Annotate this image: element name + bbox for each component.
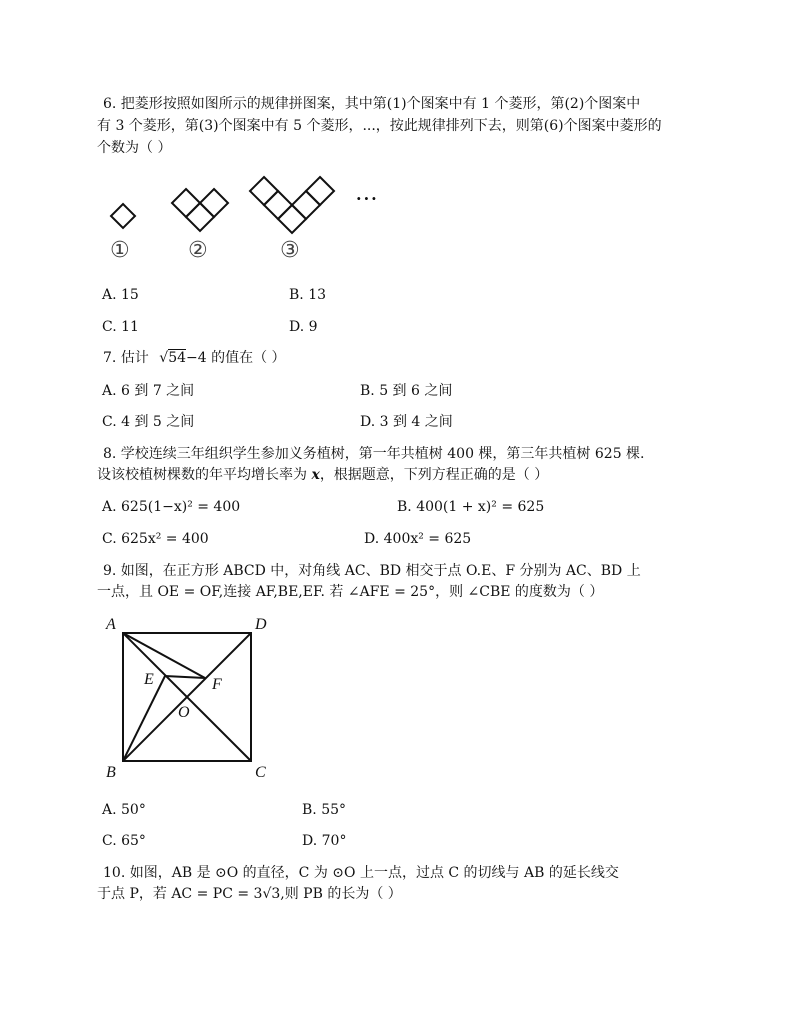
rhombus-1 (111, 204, 135, 228)
rhombus-3c (264, 191, 292, 219)
figure-label-3: ③ (280, 238, 300, 263)
q8-option-a: A. 625(1−x)² = 400 (102, 499, 241, 515)
radical-sign: √ (159, 350, 169, 366)
q7-minus-four: −4 (186, 350, 207, 366)
square-abcd-figure (120, 630, 254, 764)
q6-option-b: B. 13 (289, 287, 327, 303)
rhombus-2a (172, 189, 200, 217)
point-f-label: F (212, 676, 222, 693)
q7-option-b: B. 5 到 6 之间 (360, 383, 453, 399)
rhombus-3d (292, 191, 320, 219)
q9-text-line1: 9. 如图，在正方形 ABCD 中，对角线 AC、BD 相交于点 O.E、F 分别为 AC、BD 上 (103, 563, 641, 579)
point-b-label: B (106, 764, 116, 781)
q9-option-d: D. 70° (302, 833, 347, 849)
rhombus-2b (200, 189, 228, 217)
rhombus-3b (306, 177, 334, 205)
q8-line2-start: 设该校植树棵数的年平均增长率为 (97, 467, 312, 483)
rhombus-3e (278, 205, 306, 233)
q8-text-line1: 8. 学校连续三年组织学生参加义务植树，第一年共植树 400 棵，第三年共植树 625 棵. (103, 446, 645, 462)
q8-variable-x: x (311, 467, 320, 483)
q9-option-a: A. 50° (102, 802, 146, 818)
q6-option-a: A. 15 (102, 287, 139, 303)
q7-option-c: C. 4 到 5 之间 (102, 414, 195, 430)
q9-option-c: C. 65° (102, 833, 146, 849)
q8-option-d: D. 400x² = 625 (364, 531, 472, 547)
q8-line2-end: ，根据题意，下列方程正确的是（ ） (319, 467, 549, 483)
q8-option-c: C. 625x² = 400 (102, 531, 209, 547)
q6-text-line2: 有 3 个菱形，第(3)个图案中有 5 个菱形，...，按此规律排列下去，则第(6)个图案中菱形的 (97, 118, 662, 134)
figure-label-2: ② (188, 238, 208, 263)
point-e-label: E (144, 671, 154, 688)
q7-prefix: 7. 估计 (103, 350, 149, 366)
q10-text-line2: 于点 P，若 AC = PC = 3√3,则 PB 的长为（ ） (97, 886, 402, 902)
rhombus-2c (186, 203, 214, 231)
point-o-label: O (178, 704, 190, 721)
q7-text (103, 348, 286, 368)
q8-option-b: B. 400(1 + x)² = 625 (397, 499, 545, 515)
q8-text-line2 (97, 465, 548, 485)
q7-radicand: 54 (168, 350, 187, 366)
q7-option-a: A. 6 到 7 之间 (102, 383, 195, 399)
rhombus-3a (250, 177, 278, 205)
q9-text-line2: 一点，且 OE = OF,连接 AF,BE,EF. 若 ∠AFE = 25°，则 ∠CBE 的度数为（ ） (97, 584, 604, 600)
point-a-label: A (106, 616, 116, 633)
point-d-label: D (255, 616, 267, 633)
q6-text-line3: 个数为（ ） (97, 140, 172, 156)
rhombus-pattern-figure (100, 170, 400, 240)
q6-text-line1: 6. 把菱形按照如图所示的规律拼图案，其中第(1)个图案中有 1 个菱形，第(2)个图案中 (103, 96, 641, 112)
q10-text-line1: 10. 如图，AB 是 ⊙O 的直径，C 为 ⊙O 上一点，过点 C 的切线与 AB 的延长线交 (103, 865, 619, 881)
segment-af (123, 633, 205, 678)
segment-ef (165, 676, 205, 678)
q6-option-d: D. 9 (289, 319, 318, 335)
q9-option-b: B. 55° (302, 802, 347, 818)
q7-suffix: 的值在（ ） (206, 350, 286, 366)
q7-option-d: D. 3 到 4 之间 (360, 414, 453, 430)
point-c-label: C (255, 764, 266, 781)
q7-sqrt-expression (159, 348, 206, 368)
pattern-ellipsis: ··· (356, 189, 379, 208)
figure-label-1: ① (110, 238, 130, 263)
q6-option-c: C. 11 (102, 319, 139, 335)
